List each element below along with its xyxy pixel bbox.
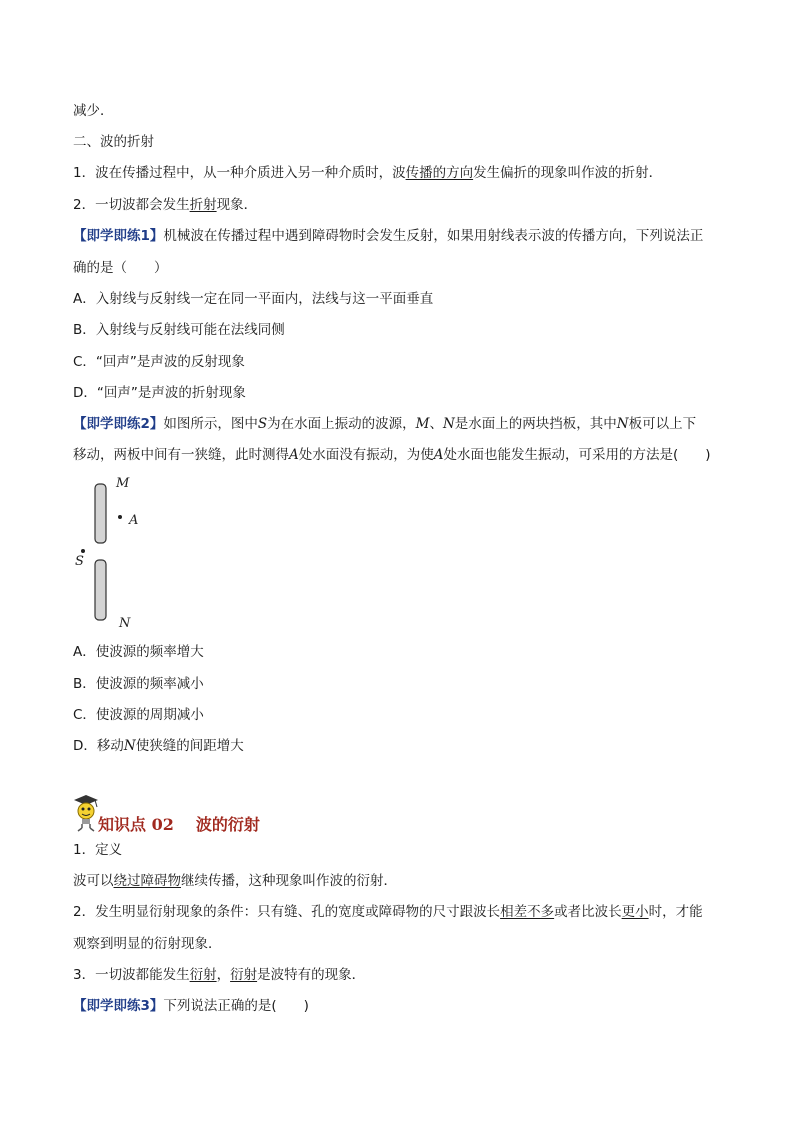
refraction-point-1: 1．波在传播过程中，从一种介质进入另一种介质时，波传播的方向发生偏折的现象叫作波的折射． — [73, 165, 663, 181]
barrier-plate-n — [95, 560, 106, 620]
underlined-term: 更小 — [621, 904, 649, 920]
label-n: N — [119, 616, 131, 631]
exercise-1-option-c: C．“回声”是声波的反射现象 — [73, 354, 245, 370]
label-s: S — [75, 554, 84, 569]
refraction-point-2: 2．一切波都会发生折射现象． — [73, 197, 258, 213]
underlined-term: 传播的方向 — [405, 165, 474, 181]
knowledge-point-title: 波的衍射 — [195, 815, 260, 834]
underlined-term: 衍射 — [189, 967, 217, 983]
exercise-3-stem: 【即学即练3】下列说法正确的是( ) — [73, 998, 309, 1014]
underlined-term: 折射 — [189, 197, 217, 213]
diffraction-definition-title: 1．定义 — [73, 842, 123, 858]
exercise-2-option-d: D．移动N使狭缝的间距增大 — [73, 738, 244, 754]
exercise-1-option-b: B．入射线与反射线可能在法线同侧 — [73, 322, 285, 338]
text-line: 减少． — [73, 103, 114, 119]
point-a — [118, 515, 122, 519]
diffraction-condition-cont: 观察到明显的衍射现象． — [73, 936, 222, 952]
exercise-tag: 【即学即练1】 — [73, 228, 164, 244]
exercise-2-stem-cont: 移动，两板中间有一狭缝，此时测得A处水面没有振动，为使A处水面也能发生振动，可采用的方法是( ) — [73, 447, 711, 463]
section-title-refraction: 二、波的折射 — [73, 134, 154, 150]
exercise-1-stem: 【即学即练1】机械波在传播过程中遇到障碍物时会发生反射，如果用射线表示波的传播方向，下列说法正 — [73, 228, 704, 244]
barrier-plate-m — [95, 484, 106, 543]
exercise-tag: 【即学即练2】 — [73, 416, 164, 432]
exercise-2-stem: 【即学即练2】如图所示，图中S为在水面上振动的波源，M、N是水面上的两块挡板，其中N板可以上下 — [73, 416, 697, 432]
knowledge-point-heading — [98, 812, 260, 835]
exercise-1-option-a: A．入射线与反射线一定在同一平面内，法线与这一平面垂直 — [73, 291, 434, 307]
diffraction-universal: 3．一切波都能发生衍射，衍射是波特有的现象． — [73, 967, 366, 983]
underlined-term: 衍射 — [230, 967, 258, 983]
knowledge-point-label: 知识点 02 — [98, 815, 174, 834]
barrier-slit-diagram — [70, 472, 160, 632]
label-m: M — [116, 476, 130, 491]
label-a: A — [129, 513, 139, 528]
exercise-2-option-c: C．使波源的周期减小 — [73, 707, 204, 723]
underlined-term: 绕过障碍物 — [113, 873, 181, 889]
exercise-tag: 【即学即练3】 — [73, 998, 164, 1014]
exercise-1-stem-cont: 确的是（ ） — [73, 260, 168, 276]
exercise-2-option-b: B．使波源的频率减小 — [73, 676, 204, 692]
exercise-2-option-a: A．使波源的频率增大 — [73, 644, 204, 660]
wave-source-s — [81, 549, 85, 553]
diffraction-definition: 波可以绕过障碍物继续传播，这种现象叫作波的衍射． — [73, 873, 397, 889]
underlined-term: 相差不多 — [500, 904, 555, 920]
exercise-1-option-d: D．“回声”是声波的折射现象 — [73, 385, 246, 401]
diffraction-condition: 2．发生明显衍射现象的条件：只有缝、孔的宽度或障碍物的尺寸跟波长相差不多或者比波长更小时，才能 — [73, 904, 703, 920]
